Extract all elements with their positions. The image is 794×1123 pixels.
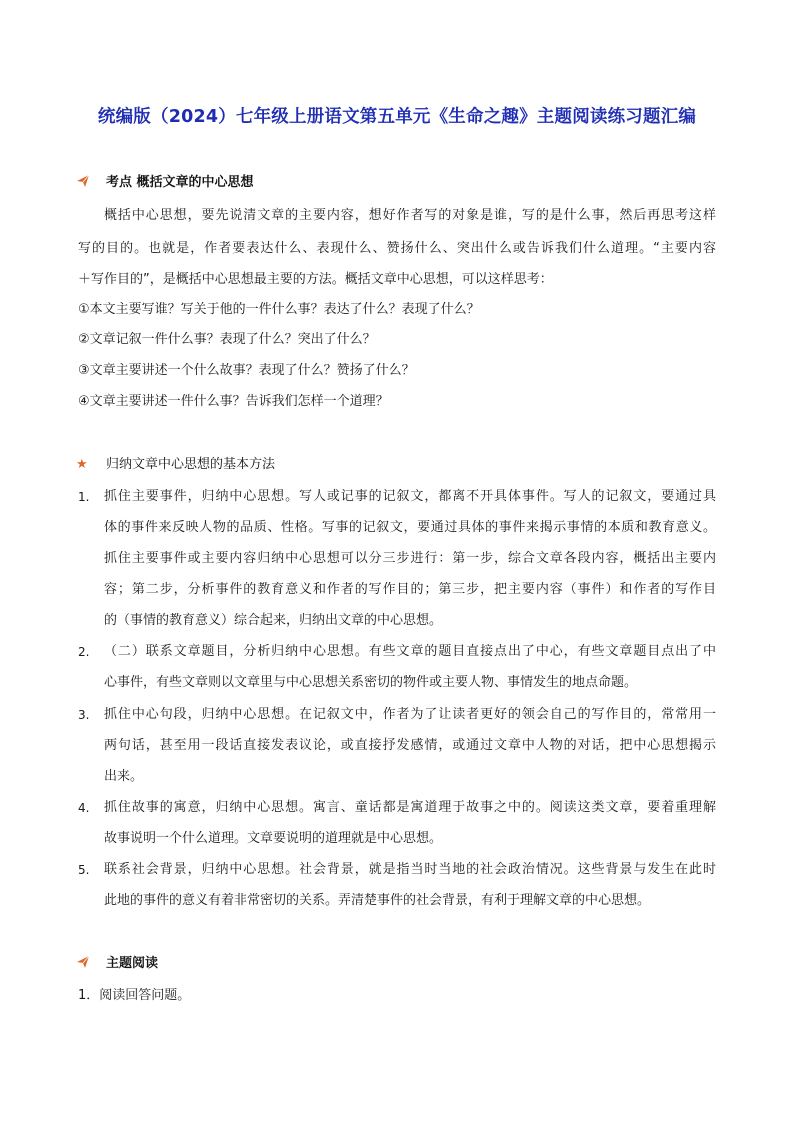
list-item-line: 体的事件来反映人物的品质、性格。写事的记叙文，要通过具体的事件来揭示事情的本质和教育意义。 xyxy=(104,520,716,535)
list-item-line: 抓住主要事件，归纳中心思想。写人或记事的记叙文，都离不开具体事件。写人的记叙文，要通过具 xyxy=(104,489,716,504)
list-item-line: 抓住中心句段，归纳中心思想。在记叙文中，作者为了让读者更好的领会自己的写作目的，常常用一 xyxy=(104,707,716,722)
paragraph-line: 写的目的。也就是，作者要表达什么、表现什么、赞扬什么、突出什么或告诉我们什么道理。“主要内容 xyxy=(78,241,716,256)
section-heading-methods xyxy=(76,455,275,475)
list-item-line: 此地的事件的意义有着非常密切的关系。弄清楚事件的社会背景，有利于理解文章的中心思想。 xyxy=(104,893,651,908)
star-icon: ★ xyxy=(76,457,88,472)
paper-plane-icon xyxy=(76,174,90,188)
section-heading-key-point xyxy=(76,173,254,193)
list-number: 2. xyxy=(78,645,90,659)
section-heading-text: 归纳文章中心思想的基本方法 xyxy=(106,457,276,472)
paragraph-line: 概括中心思想，要先说清文章的主要内容，想好作者写的对象是谁，写的是什么事，然后再思考这样 xyxy=(104,208,716,223)
list-number: 1. xyxy=(78,490,90,504)
list-item-line: 抓住主要事件或主要内容归纳中心思想可以分三步进行：第一步，综合文章各段内容，概括出主要内 xyxy=(104,551,716,566)
question-item: ③文章主要讲述一个什么故事？表现了什么？赞扬了什么？ xyxy=(78,363,415,378)
list-item-line: 容；第二步，分析事件的教育意义和作者的写作目的；第三步，把主要内容（事件）和作者的写作目 xyxy=(104,582,716,597)
list-item-line: 故事说明一个什么道理。文章要说明的道理就是中心思想。 xyxy=(104,831,443,846)
page-title: 统编版（2024）七年级上册语文第五单元《生命之趣》主题阅读练习题汇编 xyxy=(97,107,697,127)
list-number: 4. xyxy=(78,801,90,815)
list-number: 5. xyxy=(78,863,90,877)
list-item-line: 抓住故事的寓意，归纳中心思想。寓言、童话都是寓道理于故事之中的。阅读这类文章，要着重理解 xyxy=(104,800,716,815)
section-heading-text: 主题阅读 xyxy=(106,956,159,971)
list-item-line: 联系社会背景，归纳中心思想。社会背景，就是指当时当地的社会政治情况。这些背景与发生在此时 xyxy=(104,862,716,877)
section-heading-theme-reading xyxy=(76,954,158,974)
question-item: ①本文主要写谁？写关于他的一件什么事？表达了什么？表现了什么？ xyxy=(78,302,480,317)
list-number: 3. xyxy=(78,708,90,722)
list-item-line: 出来。 xyxy=(104,769,144,784)
question-item: ④文章主要讲述一件什么事？告诉我们怎样一个道理？ xyxy=(78,394,389,409)
question-item: ②文章记叙一件什么事？表现了什么？突出了什么？ xyxy=(78,332,376,347)
paper-plane-icon xyxy=(76,955,90,969)
list-item-line: 心事件，有些文章则以文章里与中心思想关系密切的物件或主要人物、事情发生的地点命题。 xyxy=(104,675,638,690)
paragraph-line: ＋写作目的”，是概括中心思想最主要的方法。概括文章中心思想，可以这样思考： xyxy=(78,272,553,287)
section-heading-text: 考点 概括文章的中心思想 xyxy=(106,175,254,190)
list-item-line: 的（事情的教育意义）综合起来，归纳出文章的中心思想。 xyxy=(104,613,443,628)
question-line: 1．阅读回答问题。 xyxy=(78,988,191,1003)
list-item-line: 两句话，甚至用一段话直接发表议论，或直接抒发感情，或通过文章中人物的对话，把中心思想揭示 xyxy=(104,738,716,753)
list-item-line: （二）联系文章题目，分析归纳中心思想。有些文章的题目直接点出了中心，有些文章题目点出了中 xyxy=(104,644,716,659)
